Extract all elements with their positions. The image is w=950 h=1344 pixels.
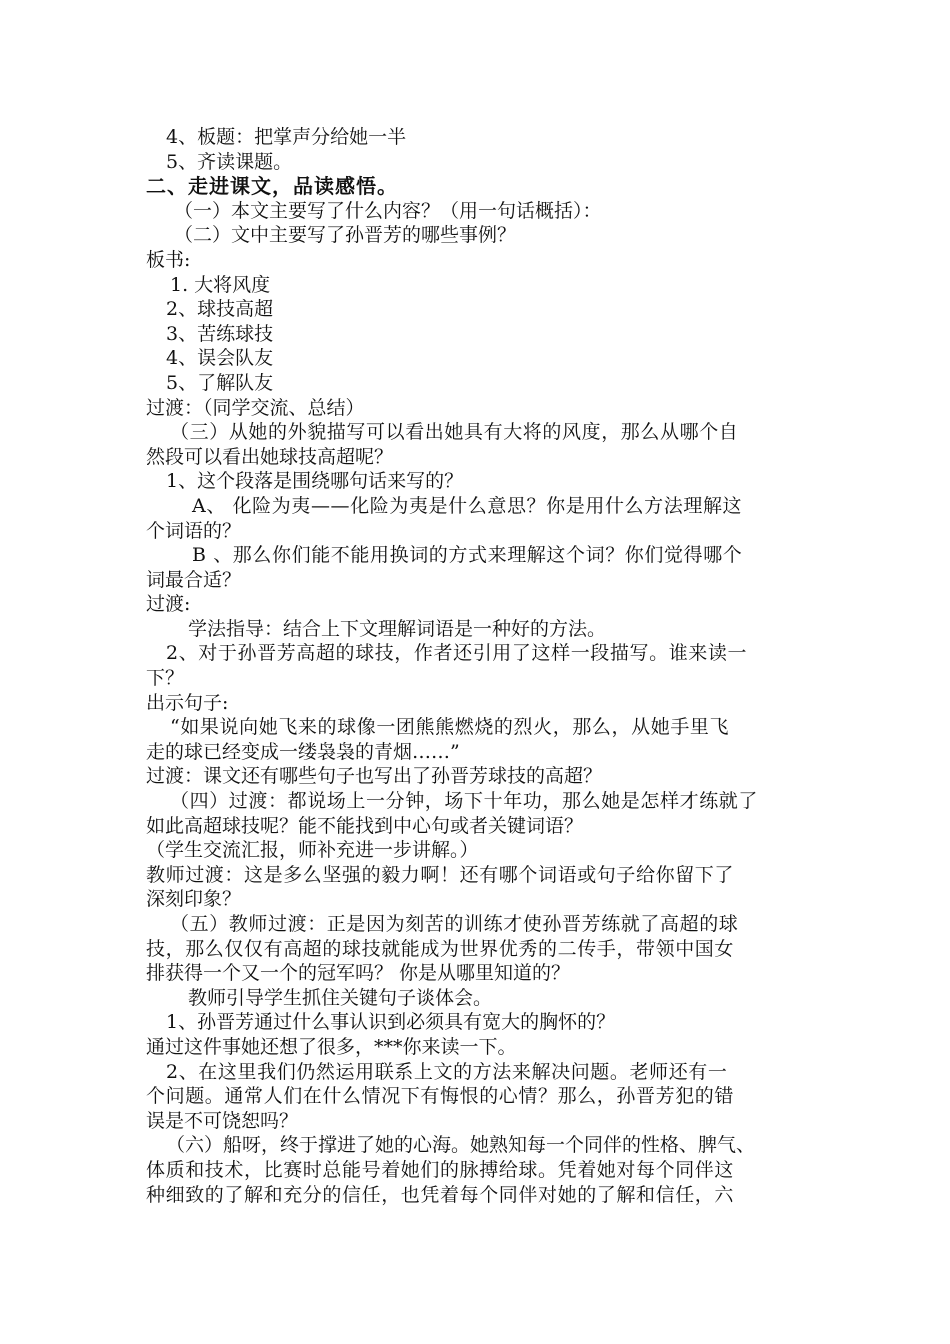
document-body	[146, 125, 810, 1207]
text-line: 过渡：（同学交流、总结）	[146, 396, 365, 419]
text-line: 过渡:	[146, 593, 191, 616]
blackboard-item: 3、苦练球技	[166, 322, 274, 345]
text-line: 个词语的？	[146, 519, 242, 542]
text-line: 板书:	[146, 248, 191, 271]
text-line: 如此高超球技呢？能不能找到中心句或者关键词语？	[146, 814, 584, 837]
text-line: 误是不可饶恕吗？	[146, 1109, 299, 1132]
blackboard-item: 2、球技高超	[166, 298, 274, 321]
text-line: 学法指导：结合上下文理解词语是一种好的方法。	[188, 617, 607, 640]
text-line: 词最合适？	[146, 568, 242, 591]
text-line: 教师引导学生抓住关键句子谈体会。	[188, 986, 493, 1009]
quoted-sentence: 走的球已经变成一缕袅袅的青烟……”	[146, 740, 460, 763]
text-line: （学生交流汇报，师补充进一步讲解。）	[146, 839, 479, 862]
text-line: （六）船呀，终于撑进了她的心海。她熟知每一个同伴的性格、脾气、	[166, 1134, 756, 1157]
section-heading: 二、走进课文，品读感悟。	[146, 174, 398, 199]
text-line: 个问题。通常人们在什么情况下有悔恨的心情？那么，孙晋芳犯的错	[146, 1085, 735, 1108]
text-line: （一）本文主要写了什么内容？（用一句话概括）：	[174, 199, 602, 222]
text-line: B 、那么你们能不能用换词的方式来理解这个词？你们觉得哪个	[192, 544, 743, 567]
blackboard-item: 1. 大将风度	[170, 273, 271, 296]
blackboard-item: 4、误会队友	[166, 347, 274, 370]
text-line: 技，那么仅仅有高超的球技就能成为世界优秀的二传手，带领中国女	[146, 937, 735, 960]
text-line: 2、在这里我们仍然运用联系上文的方法来解决问题。老师还有一	[166, 1060, 728, 1083]
text-line: 体质和技术，比赛时总能号着她们的脉搏给球。凭着她对每个同伴这	[146, 1158, 735, 1181]
text-line: （三）从她的外貌描写可以看出她具有大将的风度，那么从哪个自	[170, 421, 739, 444]
text-line: 5、齐读课题。	[166, 150, 293, 173]
text-line: 下？	[146, 667, 185, 690]
text-line: 4、板题：把掌声分给她一半	[166, 126, 407, 148]
text-line: （四）过渡：都说场上一分钟，场下十年功，那么她是怎样才练就了	[170, 790, 759, 813]
text-line: 排获得一个又一个的冠军吗？ 你是从哪里知道的？	[146, 962, 571, 985]
text-line: A、 化险为夷——化险为夷是什么意思？你是用什么方法理解这	[192, 494, 743, 517]
text-line: 出示句子:	[146, 691, 229, 714]
text-line: 然段可以看出她球技高超呢？	[146, 445, 394, 468]
blackboard-item: 5、了解队友	[166, 371, 274, 394]
text-line: （二）文中主要写了孙晋芳的哪些事例？	[174, 224, 517, 247]
text-line: 种细致的了解和充分的信任，也凭着每个同伴对她的了解和信任，六	[146, 1183, 735, 1206]
quoted-sentence: “如果说向她飞来的球像一团熊熊燃烧的烈火，那么，从她手里飞	[170, 716, 730, 739]
text-line: （五）教师过渡：正是因为刻苦的训练才使孙晋芳练就了高超的球	[170, 913, 739, 935]
text-line: 深刻印象？	[146, 888, 242, 911]
text-line: 教师过渡：这是多么坚强的毅力啊！还有哪个词语或句子给你留下了	[146, 863, 735, 886]
text-line: 1、孙晋芳通过什么事认识到必须具有宽大的胸怀的？	[166, 1011, 616, 1034]
text-line: 1、这个段落是围绕哪句话来写的？	[166, 470, 464, 493]
text-line: 2、对于孙晋芳高超的球技，作者还引用了这样一段描写。谁来读一	[166, 642, 748, 665]
text-line: 过渡：课文还有哪些句子也写出了孙晋芳球技的高超？	[146, 765, 603, 788]
text-line: 通过这件事她还想了很多，***你来读一下。	[146, 1035, 517, 1058]
